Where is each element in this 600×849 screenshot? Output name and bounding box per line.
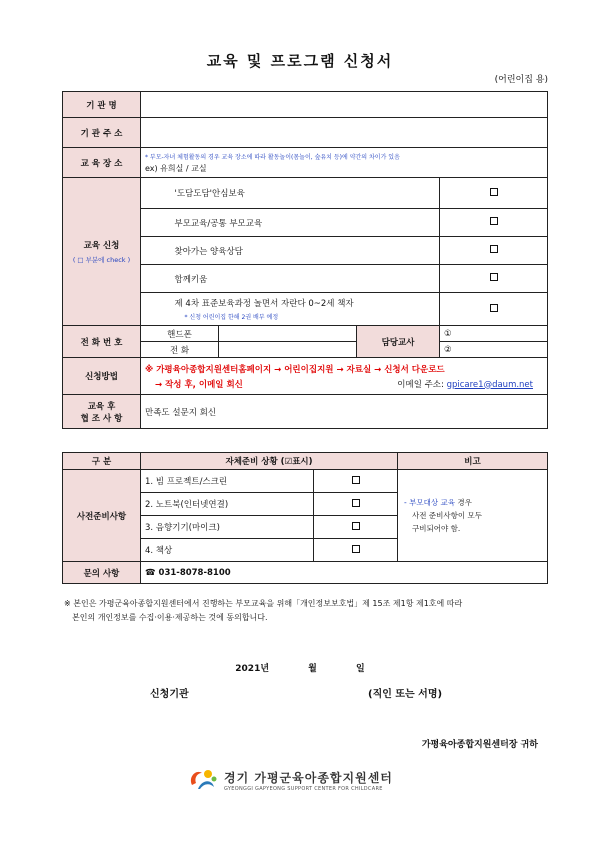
form-title: 교육 및 프로그램 신청서	[206, 52, 394, 70]
apply-note: ( □ 부분에 check )	[72, 256, 131, 264]
footer-org-name: 경기 가평군육아종합지원센터	[224, 770, 393, 785]
prep-section-label: 사전준비사항	[63, 470, 141, 562]
email-label: 이메일 주소:	[397, 379, 444, 390]
preparation-table	[62, 452, 548, 584]
date-line	[0, 661, 600, 674]
date-month: 월	[308, 664, 317, 674]
prep-item-4-checkbox[interactable]	[314, 539, 398, 562]
prep-remark	[398, 470, 548, 562]
prep-item-2-checkbox[interactable]	[314, 493, 398, 516]
program-3-label: 찾아가는 양육상담	[171, 237, 440, 265]
prep-item-1-checkbox[interactable]	[314, 470, 398, 493]
coop-label	[63, 395, 141, 429]
remark-line-3: 구비되어야 함.	[412, 524, 461, 533]
consent-text	[64, 597, 534, 625]
program-2-label: 부모교육/공통 부모교육	[171, 209, 440, 237]
prep-item-4: 4. 책상	[141, 539, 314, 562]
program-2-checkbox[interactable]	[440, 209, 548, 237]
application-table	[62, 91, 548, 429]
place-field[interactable]	[141, 148, 548, 178]
mobile-field[interactable]	[219, 326, 357, 342]
tel-field[interactable]	[219, 342, 357, 358]
prep-col-division: 구 분	[63, 453, 141, 470]
tel-label: 전 화	[141, 342, 219, 358]
remark-line-1b: 경우	[454, 498, 472, 507]
place-note: * 부모-자녀 체험활동의 경우 교육 장소에 따라 활동놀이(몸놀이, 숲유치 등)에 약간의 차이가 있음	[145, 153, 400, 161]
prep-item-3-checkbox[interactable]	[314, 516, 398, 539]
program-5-label: 제 4차 표준보육과정 놀면서 자란다 0~2세 책자	[174, 299, 354, 309]
prep-col-remark: 비고	[398, 453, 548, 470]
footer-logo	[188, 765, 393, 795]
center-logo-icon	[188, 767, 218, 793]
org-address-field[interactable]	[141, 118, 548, 148]
method-cell	[141, 358, 548, 395]
coop-value: 만족도 설문지 회신	[141, 395, 548, 429]
org-name-field[interactable]	[141, 92, 548, 118]
prep-item-1: 1. 빔 프로젝트/스크린	[141, 470, 314, 493]
program-4-checkbox[interactable]	[440, 265, 548, 293]
coop-label-line-2: 협 조 사 항	[80, 413, 123, 424]
coop-label-line-1: 교육 후	[87, 401, 116, 412]
prep-col-status: 자체준비 상황 (☑표시)	[141, 453, 398, 470]
org-address-label: 기 관 주 소	[63, 118, 141, 148]
remark-line-2: 사전 준비사항이 모두	[412, 511, 482, 520]
date-year: 2021년	[235, 664, 270, 674]
remark-line-1: - 부모대상 교육	[404, 498, 455, 507]
mobile-label: 핸드폰	[141, 326, 219, 342]
org-name-label: 기 관 명	[63, 92, 141, 118]
email-link[interactable]: gpicare1@daum.net	[446, 379, 533, 390]
program-1-checkbox[interactable]	[440, 178, 548, 209]
apply-label-cell	[63, 178, 141, 326]
manager-2-field[interactable]: ②	[440, 342, 548, 358]
recipient-label: 가평육아종합지원센터장 귀하	[421, 740, 538, 750]
apply-label: 교육 신청	[83, 241, 120, 251]
program-4-label: 함께키움	[171, 265, 440, 293]
inquiry-label: 문의 사항	[63, 562, 141, 584]
method-line-1: ※ 가평육아종합지원센터홈페이지 → 어린이집지원 → 자료실 → 신청서 다운로드	[145, 364, 445, 375]
consent-line-2: 본인의 개인정보를 수집·이용·제공하는 것에 동의합니다.	[72, 613, 268, 622]
place-label: 교 육 장 소	[63, 148, 141, 178]
method-line-2: → 작성 후, 이메일 회신	[155, 379, 243, 390]
manager-label: 담당교사	[357, 326, 440, 358]
applicant-label: 신청기관	[150, 689, 189, 700]
program-1-label: '도담도담'안심보육	[171, 178, 440, 209]
program-5-note: * 신청 어린이집 한해 2권 배부 예정	[184, 314, 279, 321]
program-3-checkbox[interactable]	[440, 237, 548, 265]
form-subtitle: (어린이집 용)	[494, 75, 548, 85]
prep-item-3: 3. 음향기기(마이크)	[141, 516, 314, 539]
inquiry-value: ☎ 031-8078-8100	[141, 562, 548, 584]
manager-1-field[interactable]: ①	[440, 326, 548, 342]
phone-label: 전 화 번 호	[63, 326, 141, 358]
program-5-checkbox[interactable]	[440, 293, 548, 326]
consent-line-1: ※ 본인은 가평군육아종합지원센터에서 진행하는 부모교육을 위해「개인정보보호법」제 15조 제1항 제1호에 따라	[64, 599, 463, 608]
date-day: 일	[356, 664, 365, 674]
program-5-cell	[171, 293, 440, 326]
footer-org-name-en: GYEONGGI GAPYEONG SUPPORT CENTER FOR CHILDCARE	[224, 785, 383, 792]
prep-item-2: 2. 노트북(인터넷연결)	[141, 493, 314, 516]
sign-label: (직인 또는 서명)	[368, 689, 443, 700]
place-example: ex) 유희실 / 교실	[145, 163, 207, 173]
method-label: 신청방법	[63, 358, 141, 395]
